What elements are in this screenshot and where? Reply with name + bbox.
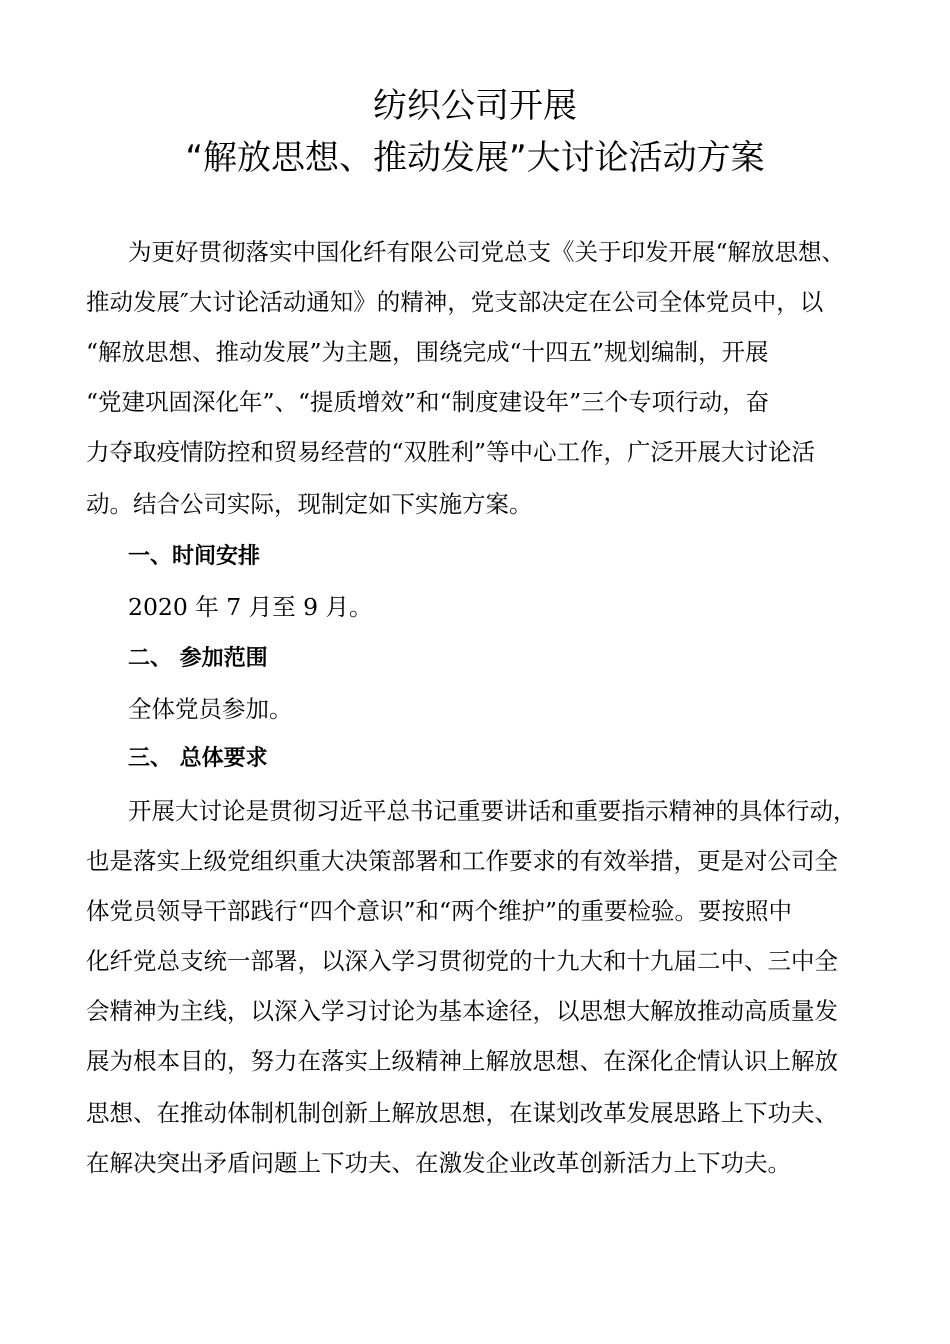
section-heading-scope: 二、 参加范围 [128, 646, 268, 671]
requirements-line: 体党员领导干部践行“四个意识”和“两个维护”的重要检验。要按照中 [86, 897, 793, 925]
document-title-line-1: 纺织公司开展 [373, 86, 577, 126]
schedule-text: 2020 年 7 月至 9 月。 [128, 593, 373, 621]
intro-line: 动。结合公司实际，现制定如下实施方案。 [86, 490, 533, 518]
section-heading-requirements: 三、 总体要求 [128, 746, 268, 771]
intro-line: 力夺取疫情防控和贸易经营的“双胜利”等中心工作，广泛开展大讨论活 [86, 438, 816, 466]
section-heading-schedule: 一、时间安排 [128, 544, 261, 569]
requirements-line: 思想、在推动体制机制创新上解放思想，在谋划改革发展思路上下功夫、 [86, 1099, 838, 1127]
scope-text: 全体党员参加。 [128, 695, 293, 723]
requirements-line: 化纤党总支统一部署，以深入学习贯彻党的十九大和十九届二中、三中全 [86, 947, 838, 975]
intro-line: 为更好贯彻落实中国化纤有限公司党总支《关于印发开展“解放思想、 [128, 238, 846, 266]
requirements-line: 在解决突出矛盾问题上下功夫、在激发企业改革创新活力上下功夫。 [86, 1149, 791, 1177]
requirements-line: 会精神为主线，以深入学习讨论为基本途径，以思想大解放推动高质量发 [86, 997, 838, 1025]
intro-line: “党建巩固深化年”、“提质增效”和“制度建设年”三个专项行动，奋 [86, 388, 770, 416]
requirements-line: 展为根本目的，努力在落实上级精神上解放思想、在深化企情认识上解放 [86, 1047, 838, 1075]
document-title-line-2: “解放思想、推动发展”大讨论活动方案 [185, 138, 765, 178]
intro-line: “解放思想、推动发展”为主题，围绕完成“十四五”规划编制，开展 [86, 338, 769, 366]
requirements-line: 开展大讨论是贯彻习近平总书记重要讲话和重要指示精神的具体行动， [128, 797, 857, 825]
intro-line: 推动发展″大讨论活动通知》的精神，党支部决定在公司全体党员中，以 [86, 288, 824, 316]
requirements-line: 也是落实上级党组织重大决策部署和工作要求的有效举措，更是对公司全 [86, 847, 838, 875]
